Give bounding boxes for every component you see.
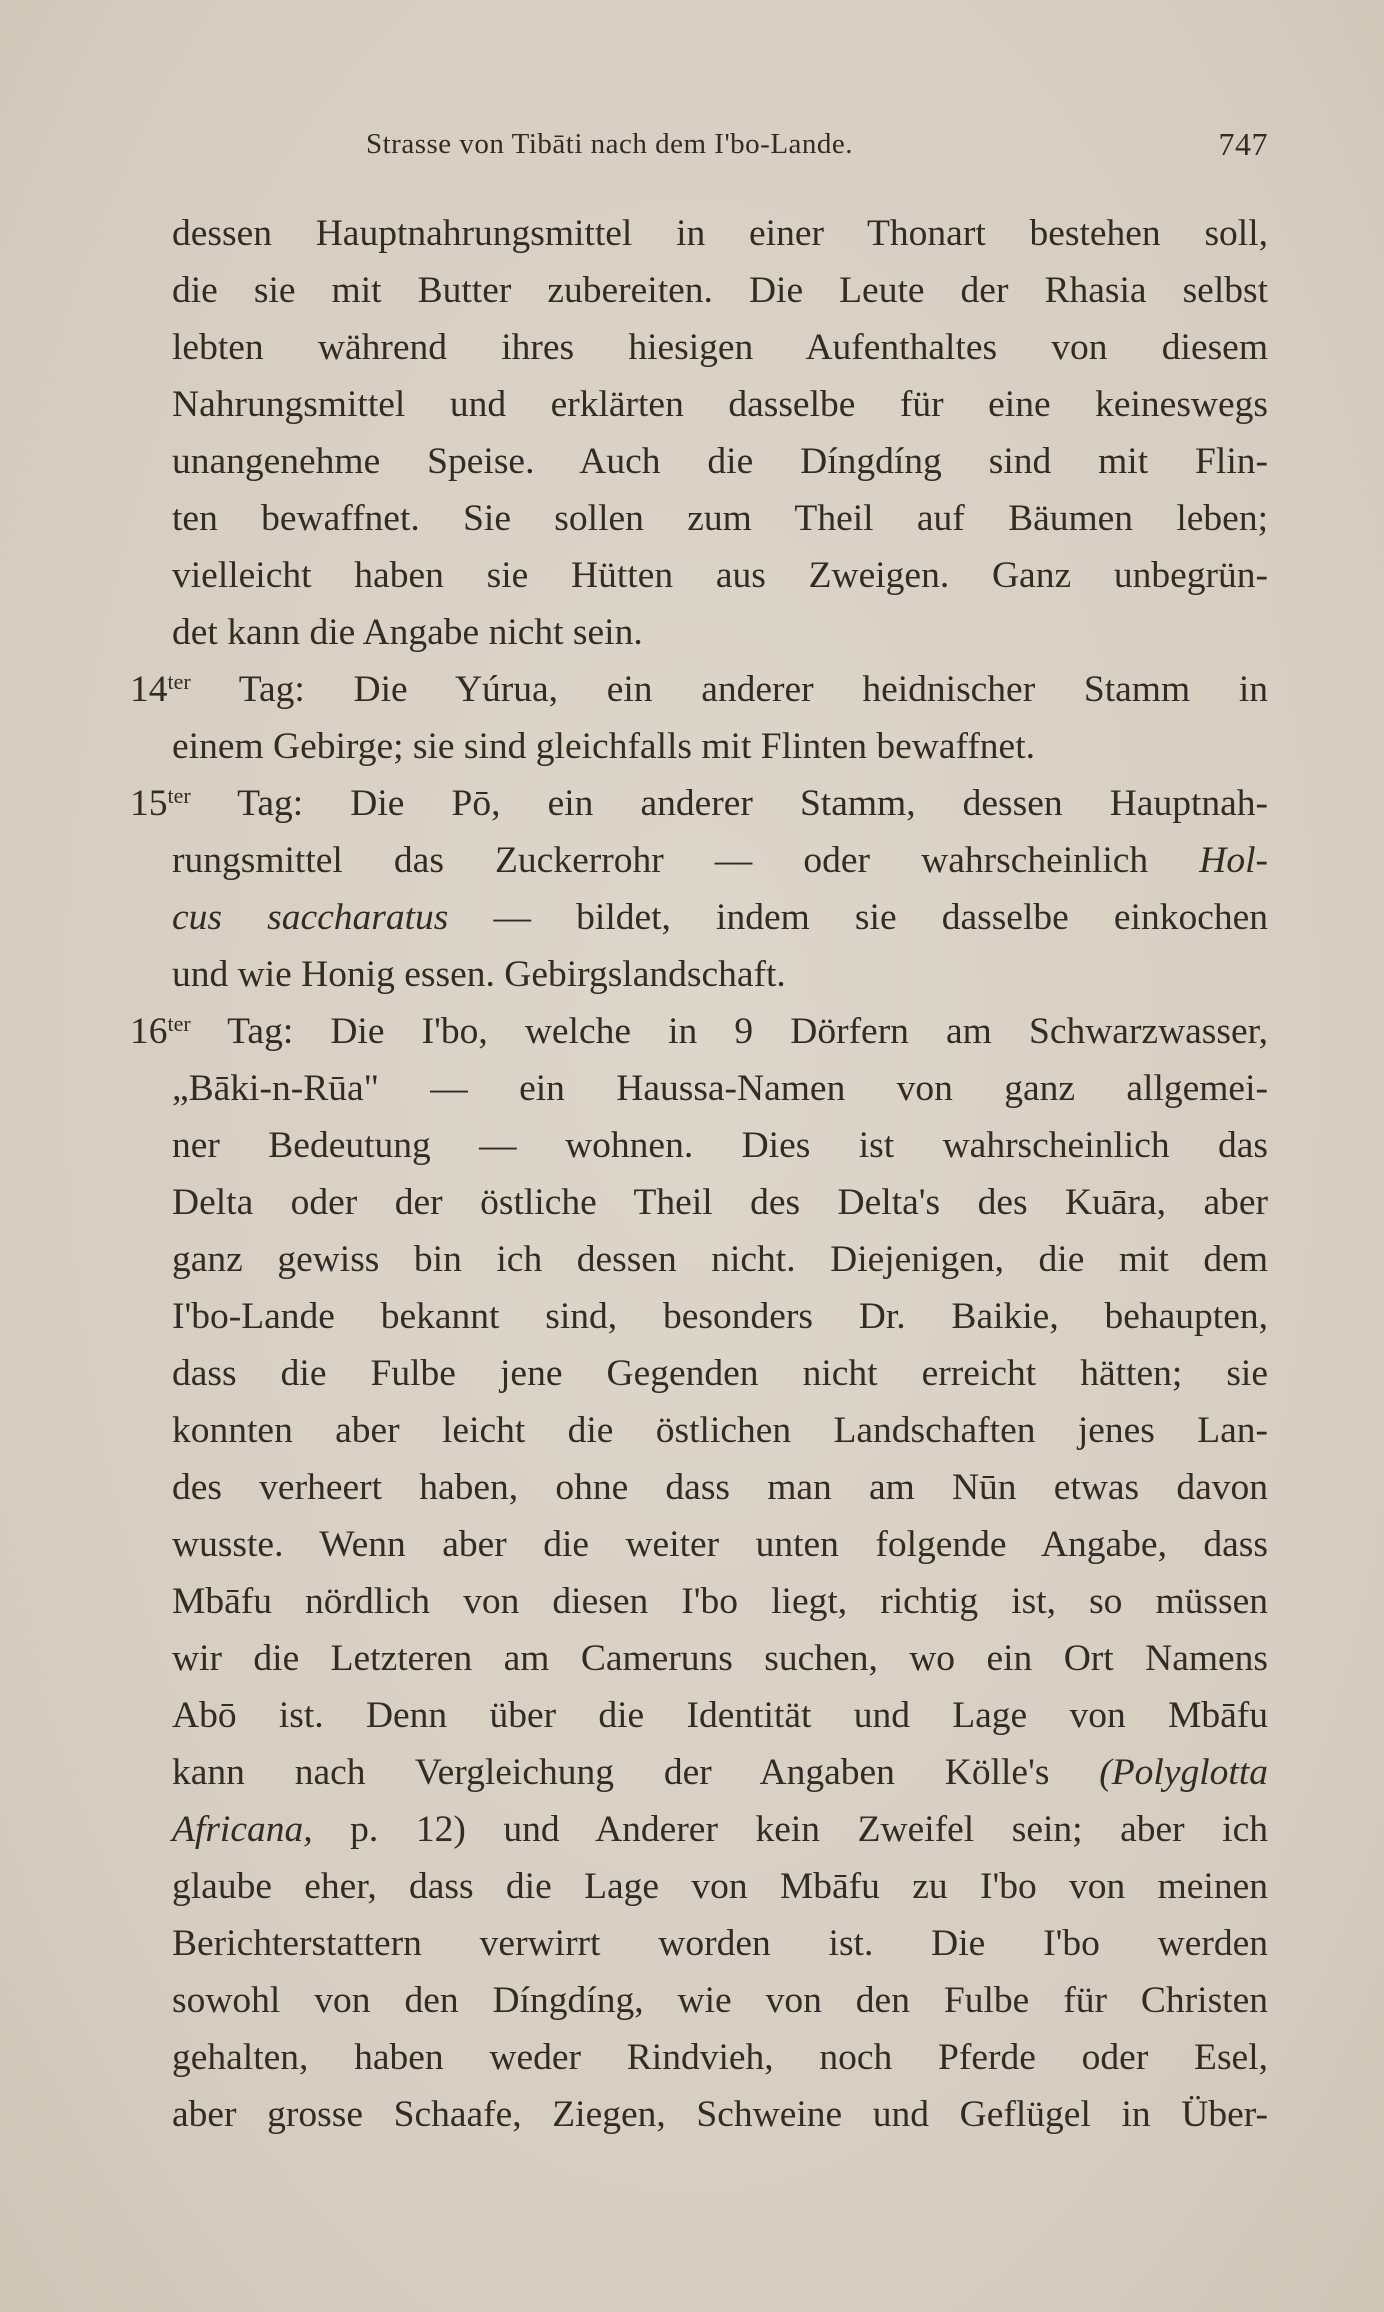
day-label: $16^{ter}$ bbox=[130, 1011, 191, 1052]
running-title: Strasse von Tibāti nach dem I'bo-Lande. bbox=[366, 128, 854, 160]
text-line: gehalten, haben weder Rindvieh, noch Pferde oder Esel, bbox=[172, 2037, 1268, 2078]
text-line: lebten während ihres hiesigen Aufenthaltes von diesem bbox=[172, 327, 1268, 368]
text-line: cus saccharatus — bildet, indem sie dasselbe einkochen bbox=[172, 897, 1268, 938]
text-line: des verheert haben, ohne dass man am Nūn etwas davon bbox=[172, 1467, 1268, 1508]
text-line: dass die Fulbe jene Gegenden nicht erreicht hätten; sie bbox=[172, 1353, 1268, 1394]
text-line: die sie mit Butter zubereiten. Die Leute der Rhasia selbst bbox=[172, 270, 1268, 311]
text-line: rungsmittel das Zuckerrohr — oder wahrscheinlich Hol- bbox=[172, 840, 1268, 881]
text-line: I'bo-Lande bekannt sind, besonders Dr. Baikie, behaupten, bbox=[172, 1296, 1268, 1337]
italic-term: (Polyglotta bbox=[1099, 1752, 1268, 1793]
text-line: Africana, p. 12) und Anderer kein Zweifel sein; aber ich bbox=[172, 1809, 1268, 1850]
text-line: dessen Hauptnahrungsmittel in einer Thonart bestehen soll, bbox=[172, 213, 1268, 254]
text-line: kann nach Vergleichung der Angaben Kölle's (Polyglotta bbox=[172, 1752, 1268, 1793]
text-line: ten bewaffnet. Sie sollen zum Theil auf Bäumen leben; bbox=[172, 498, 1268, 539]
text-line: wir die Letzteren am Cameruns suchen, wo ein Ort Namens bbox=[172, 1638, 1268, 1679]
day-entry-line: $15^{ter}$ Tag: Die Pō, ein anderer Stamm, dessen Hauptnah- bbox=[130, 783, 1268, 824]
text-line: vielleicht haben sie Hütten aus Zweigen. Ganz unbegrün- bbox=[172, 555, 1268, 596]
text-line: Delta oder der östliche Theil des Delta's des Kuāra, aber bbox=[172, 1182, 1268, 1223]
text-line: aber grosse Schaafe, Ziegen, Schweine und Geflügel in Über- bbox=[172, 2094, 1268, 2135]
text-line: det kann die Angabe nicht sein. bbox=[172, 612, 643, 653]
text-line: Abō ist. Denn über die Identität und Lage von Mbāfu bbox=[172, 1695, 1268, 1736]
text-line: einem Gebirge; sie sind gleichfalls mit Flinten bewaffnet. bbox=[172, 726, 1035, 767]
text-line: ner Bedeutung — wohnen. Dies ist wahrscheinlich das bbox=[172, 1125, 1268, 1166]
text-line: „Bāki-n-Rūa" — ein Haussa-Namen von ganz allgemei- bbox=[172, 1068, 1268, 1109]
running-head bbox=[170, 128, 1268, 168]
day-label: $14^{ter}$ bbox=[130, 669, 191, 710]
text-line: ganz gewiss bin ich dessen nicht. Diejenigen, die mit dem bbox=[172, 1239, 1268, 1280]
text-line: wusste. Wenn aber die weiter unten folgende Angabe, dass bbox=[172, 1524, 1268, 1565]
text-line: und wie Honig essen. Gebirgslandschaft. bbox=[172, 954, 786, 995]
text-line: unangenehme Speise. Auch die Díngdíng sind mit Flin- bbox=[172, 441, 1268, 482]
text-line: Nahrungsmittel und erklärten dasselbe für eine keineswegs bbox=[172, 384, 1268, 425]
text-line: Mbāfu nördlich von diesen I'bo liegt, richtig ist, so müssen bbox=[172, 1581, 1268, 1622]
text-line: konnten aber leicht die östlichen Landschaften jenes Lan- bbox=[172, 1410, 1268, 1451]
body-text bbox=[130, 205, 1268, 2143]
day-entry-line: $16^{ter}$ Tag: Die I'bo, welche in 9 Dörfern am Schwarzwasser, bbox=[130, 1011, 1268, 1052]
text-line: sowohl von den Díngdíng, wie von den Fulbe für Christen bbox=[172, 1980, 1268, 2021]
italic-term: cus saccharatus bbox=[172, 897, 449, 938]
day-label: $15^{ter}$ bbox=[130, 783, 191, 824]
text-line: Berichterstattern verwirrt worden ist. Die I'bo werden bbox=[172, 1923, 1268, 1964]
day-entry-line: $14^{ter}$ Tag: Die Yúrua, ein anderer heidnischer Stamm in bbox=[130, 669, 1268, 710]
page-number: 747 bbox=[1218, 126, 1268, 162]
italic-term: Africana, bbox=[172, 1809, 313, 1850]
italic-term: Hol- bbox=[1199, 840, 1268, 881]
text-line: glaube eher, dass die Lage von Mbāfu zu I'bo von meinen bbox=[172, 1866, 1268, 1907]
